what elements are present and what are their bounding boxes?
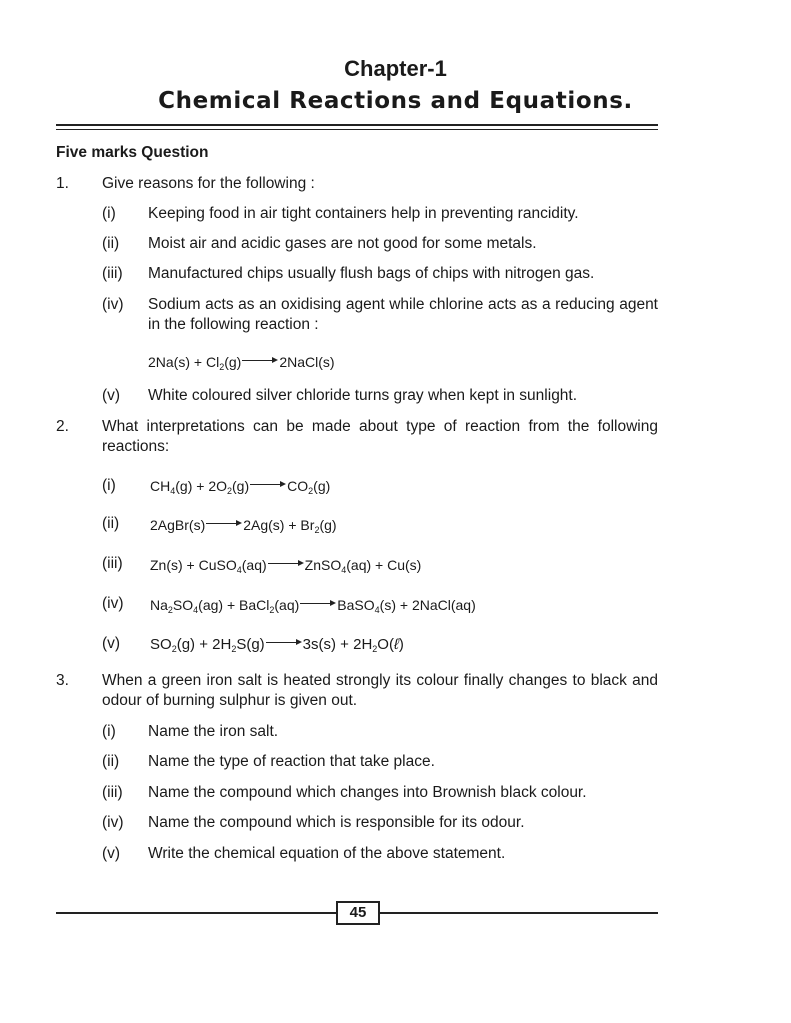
- equation-reactants: 2AgBr(s): [150, 517, 206, 533]
- item-label: (i): [102, 205, 116, 222]
- equation-reactants: $SO_2(g) + 2H_2S(g)$: [150, 636, 265, 654]
- equation-reactants: $2Na(s) + Cl_2(g)$: [148, 354, 242, 372]
- item-label: (iv): [102, 814, 124, 831]
- reaction-arrow-icon: [300, 599, 336, 609]
- chapter-heading: Chapter-1: [344, 56, 447, 81]
- header-rule-top: [56, 124, 658, 126]
- item-text: Moist air and acidic gases are not good for some metals.: [148, 235, 537, 252]
- item-label: (ii): [102, 515, 120, 532]
- page-number: 45: [336, 901, 380, 925]
- header-rule-bottom: [56, 129, 658, 130]
- item-text: Keeping food in air tight containers help in preventing rancidity.: [148, 205, 579, 222]
- question-text: When a green iron salt is heated strongly its colour finally changes to black and odour of burning sulphur is given out.: [102, 672, 658, 709]
- equation-products: 2NaCl(s): [279, 354, 335, 370]
- question-number: 2.: [56, 418, 69, 435]
- chemical-equation: [150, 557, 421, 573]
- equation-reactants: $CH_4(g) + 2O_2(g)$: [150, 478, 250, 496]
- chapter-title: Chemical Reactions and Equations.: [158, 88, 633, 114]
- chemical-equation: [150, 478, 330, 494]
- item-label: (iii): [102, 555, 123, 572]
- item-label: (i): [102, 723, 116, 740]
- reaction-arrow-icon: [206, 519, 242, 529]
- item-text: Name the type of reaction that take place.: [148, 753, 435, 770]
- item-text: White coloured silver chloride turns gray when kept in sunlight.: [148, 387, 578, 404]
- item-label: (v): [102, 635, 121, 652]
- item-text: Name the compound which is responsible for its odour.: [148, 814, 525, 831]
- item-label: (iv): [102, 296, 124, 313]
- equation-products: BaSO$_4$(s) + 2NaCl(aq): [337, 597, 476, 615]
- equation-products: $CO_2(g)$: [287, 478, 331, 496]
- item-label: (i): [102, 477, 116, 494]
- equation-products: $2Ag(s) + Br_2(g)$: [243, 517, 337, 535]
- item-text: Name the compound which changes into Brownish black colour.: [148, 784, 587, 801]
- item-text: Sodium acts as an oxidising agent while chlorine acts as a reducing agent in the following reaction :: [148, 296, 658, 333]
- equation-reactants: $Na_2SO_4(ag)$ + BaCl$_2$(aq): [150, 597, 300, 615]
- section-title: Five marks Question: [56, 144, 209, 161]
- item-text: Manufactured chips usually flush bags of chips with nitrogen gas.: [148, 265, 595, 282]
- item-label: (ii): [102, 753, 120, 770]
- equation-products: $3s(s) + 2H_2O(\ell)$: [302, 636, 404, 654]
- question-text: Give reasons for the following :: [102, 175, 315, 192]
- reaction-arrow-icon: [266, 638, 302, 648]
- question-text: What interpretations can be made about type of reaction from the following reactions:: [102, 418, 658, 455]
- item-label: (v): [102, 845, 121, 862]
- item-label: (ii): [102, 235, 120, 252]
- reaction-arrow-icon: [250, 480, 286, 490]
- item-label: (iii): [102, 784, 123, 801]
- chemical-equation: [150, 517, 337, 533]
- equation-reactants: Zn(s) + CuSO$_4$(aq): [150, 557, 267, 575]
- question-number: 1.: [56, 175, 69, 192]
- chemical-equation: [150, 597, 476, 613]
- chemical-equation: [148, 354, 335, 370]
- item-label: (iv): [102, 595, 124, 612]
- reaction-arrow-icon: [268, 559, 304, 569]
- item-label: (v): [102, 387, 121, 404]
- equation-products: ZnSO$_4$(aq) + Cu(s): [304, 557, 422, 575]
- reaction-arrow-icon: [242, 356, 278, 366]
- item-label: (iii): [102, 265, 123, 282]
- question-number: 3.: [56, 672, 69, 689]
- item-text: Name the iron salt.: [148, 723, 279, 740]
- item-text: Write the chemical equation of the above statement.: [148, 845, 506, 862]
- chemical-equation: [150, 636, 404, 653]
